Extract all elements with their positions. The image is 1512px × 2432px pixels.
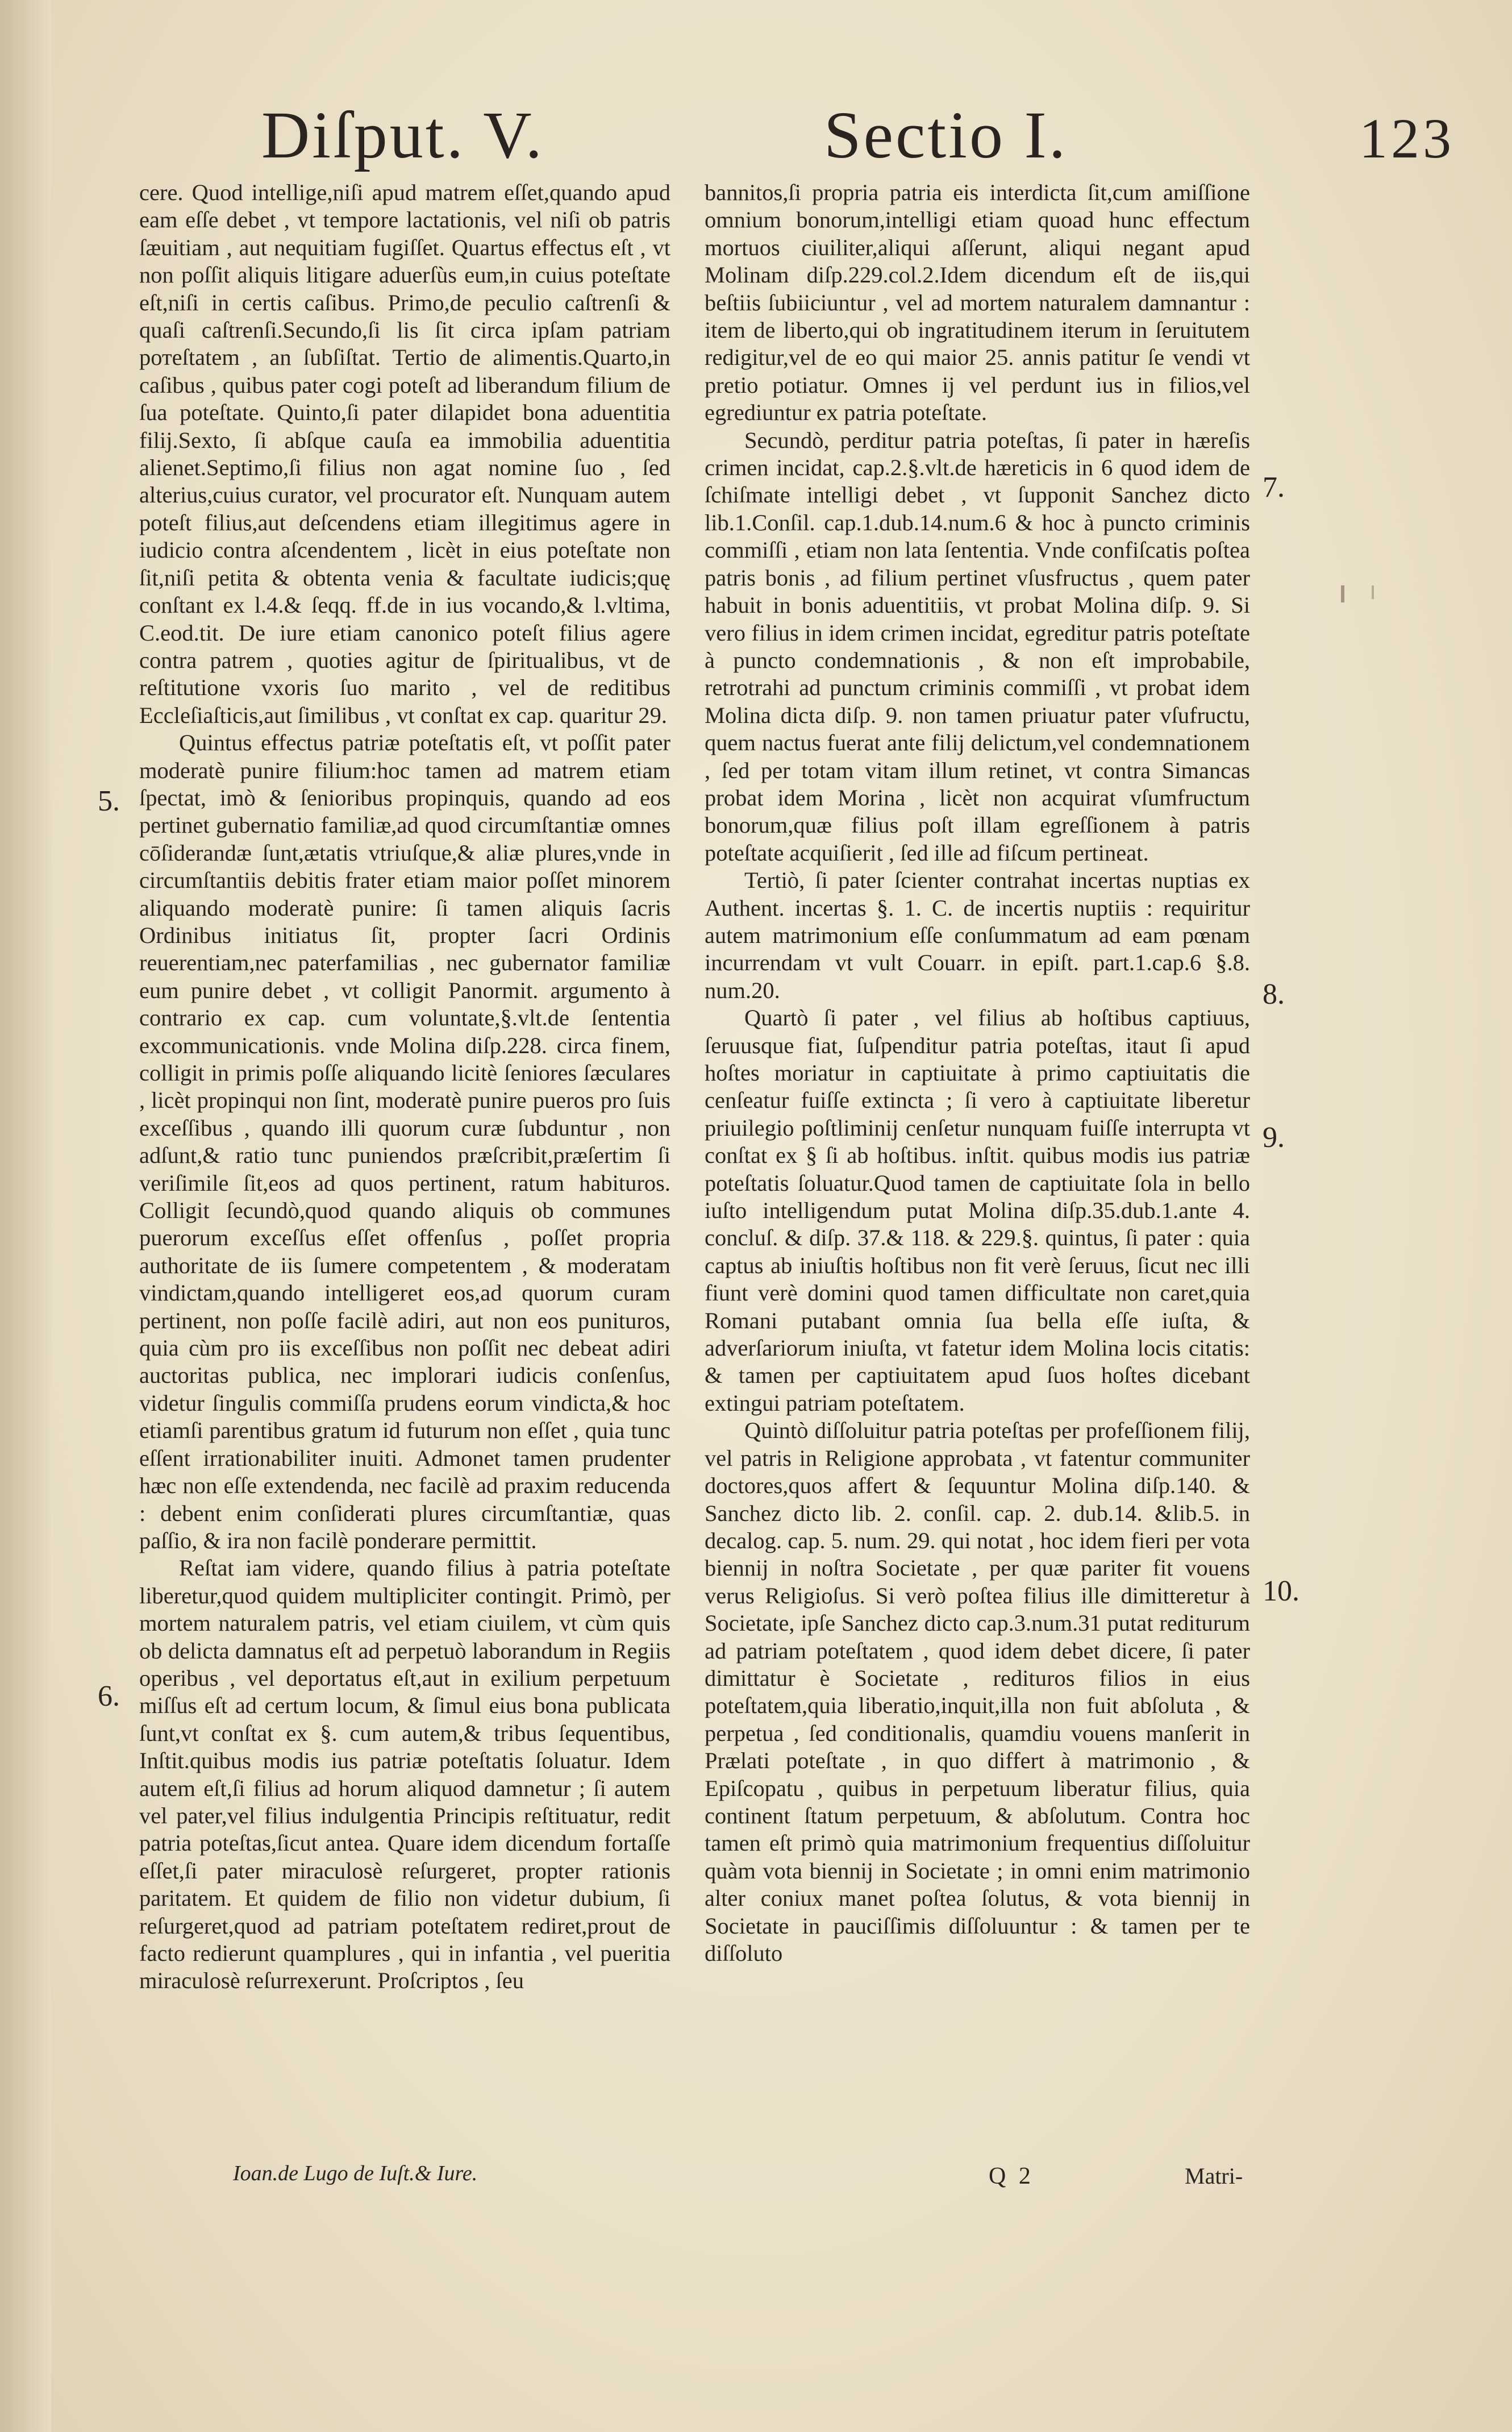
left-column <box>139 179 670 1995</box>
paragraph: bannitos,ſi propria patria eis interdicta ſit,cum amiſſione omnium bonorum,intelligi etiam quoad hunc effectum mortuos ciuiliter,aliqui aſſerunt, aliqui negant apud Molinam diſp.229.col.2.Idem dicendum eſt de iis,qui beſtiis ſubiiciuntur , vel ad mortem naturalem damnantur : item de liberto,qui ob ingratitudinem iterum in ſeruitutem redigitur,vel de eo qui maior 25. annis patitur ſe vendi vt pretio potiatur. Omnes ij vel perdunt ius in filios,vel egrediuntur ex patria poteſtate. <box>705 180 1250 426</box>
author-line: Ioan.de Lugo de Iuſt.& Iure. <box>233 2161 478 2185</box>
page-number: 123 <box>1359 107 1455 170</box>
paragraph: Quartò ſi pater , vel filius ab hoſtibus captiuus, ſeruusque fiat, ſuſpenditur patria poteſtas, itaut ſi apud hoſtes moriatur in captiuitate à primo captiuitatis die cenſeatur fuiſſe extincta ; ſi vero à captiuitate liberetur priuilegio poſtliminij cenſetur nunquam fuiſſe interrupta vt conſtat ex § ſi ab hoſtibus. inſtit. quibus modis ius patriæ poteſtatis ſoluatur.Quod tamen de captiuitate ſola in bello iuſto intelligendum putat Molina diſp.35.dub.1.ante 4. concluſ. & diſp. 37.& 118. & 229.§. quintus, ſi pater : quia captus ab iniuſtis hoſtibus non fit verè ſeruus, ſicut nec illi fiunt verè domini quod tamen difficultate non caret,quia Romani putabant omnia ſua bella eſſe iuſta, & adverſariorum iniuſta, vt fatetur idem Molina locis citatis: & tamen per captiuitatem apud ſuos hoſtes dicebant extingui patriam poteſtatem. <box>705 1005 1250 1416</box>
margin-number-10: 10. <box>1263 1575 1299 1607</box>
page-gutter <box>0 0 51 2432</box>
signature-mark: Q 2 <box>989 2163 1034 2189</box>
margin-number-5: 5. <box>98 785 120 817</box>
margin-number-9: 9. <box>1263 1121 1285 1154</box>
margin-number-7: 7. <box>1263 471 1285 504</box>
paragraph: Reſtat iam videre, quando filius à patria poteſtate liberetur,quod quidem multipliciter contingit. Primò, per mortem naturalem patris, vel etiam ciuilem, vt cùm quis ob delicta damnatus eſt ad perpetuò laborandum in Regiis operibus , vel deportatus eſt,aut in exilium perpetuum miſſus eſt ad certum locum, & ſimul eius bona publicata ſunt,vt conſtat ex §. cum autem,& tribus ſequentibus, Inſtit.quibus modis ius patriæ poteſtatis ſoluatur. Idem autem eſt,ſi filius ad horum aliquod damnetur ; ſi autem vel pater,vel filius indulgentia Principis reſtituatur, redit patria poteſtas,ſicut antea. Quare idem dicendum fortaſſe eſſet,ſi pater miraculosè reſurgeret, propter rationis paritatem. Et quidem de filio non videtur dubium, ſi reſurgeret,quod ad patriam poteſtatem rediret,prout de facto redierunt quamplures , qui in infantia , vel pueritia miraculosè reſurrexerunt. Proſcriptos , ſeu <box>139 1555 670 1994</box>
ink-mark <box>1372 585 1374 599</box>
ink-mark <box>1341 585 1344 602</box>
catchword: Matri- <box>1185 2163 1243 2189</box>
paragraph: Quintò diſſoluitur patria poteſtas per profeſſionem filij, vel patris in Religione approbata , vt fatentur communiter doctores,quos affert & ſequuntur Molina diſp.140. & Sanchez dicto lib. 2. conſil. cap. 2. dub.14. &lib.5. in decalog. cap. 5. num. 29. qui notat , hoc idem fieri per vota biennij in noſtra Societate , per quæ pariter fit vouens verus Religioſus. Si verò poſtea filius ille dimitteretur à Societate, ipſe Sanchez dicto cap.3.num.31 putat rediturum ad patriam poteſtatem , quod idem debet dicere, ſi pater dimittatur è Societate , redituros filios in eius poteſtatem,quia liberatio,inquit,illa non fuit abſoluta , & perpetua , ſed conditionalis, quamdiu vouens manſerit in Prælati poteſtate , in quo differt à matrimonio , & Epiſcopatu , quibus in perpetuum liberatur filius, quia continent ſtatum perpetuum, & abſolutum. Contra hoc tamen eſt primò quia matrimonium frequentius diſſoluitur quàm vota biennij in Societate ; in omni enim matrimonio alter coniux manet poſtea ſolutus, & vota biennij in Societate in pauciſſimis diſſoluuntur : & tamen per te diſſoluto <box>705 1417 1250 1966</box>
margin-number-6: 6. <box>98 1680 120 1712</box>
paragraph: Secundò, perditur patria poteſtas, ſi pater in hæreſis crimen incidat, cap.2.§.vlt.de hæreticis in 6 quod idem de ſchiſmate intelligi debet , vt ſupponit Sanchez dicto lib.1.Conſil. cap.1.dub.14.num.6 & hoc à puncto criminis commiſſi , etiam non lata ſententia. Vnde confiſcatis poſtea patris bonis , ad filium pertinet vſusfructus , quem pater habuit in bonis aduentitiis, vt probat Molina diſp. 9. Si vero filius in idem crimen incidat, egreditur patris poteſtate à puncto condemnationis , & non eſt improbabile, retrotrahi ad punctum criminis commiſſi , vt probat idem Molina dicta diſp. 9. non tamen priuatur pater vſufructu, quem nactus fuerat ante filij delictum,vel condemnationem , ſed per totam vitam illum retinet, vt contra Simancas probat idem Morina , licèt non acquirat vſumfructum bonorum,quæ filius poſt illam egreſſionem à patris poteſtate acquiſierit , ſed ille ad fiſcum pertineat. <box>705 427 1250 866</box>
header-section: Sectio I. <box>824 98 1068 172</box>
paragraph: Quintus effectus patriæ poteſtatis eſt, vt poſſit pater moderatè punire filium:hoc tamen ad matrem etiam ſpectat, imò & ſenioribus propinquis, quando ad eos pertinet gubernatio familiæ,ad quod circumſtantiæ omnes cōſiderandæ ſunt,ætatis vtriuſque,& aliæ plures,vnde in circumſtantiis debitis frater etiam maior poſſet minorem aliquando moderatè punire: ſi tamen aliquis ſacris Ordinibus initiatus ſit, propter ſacri Ordinis reuerentiam,nec paterfamilias , nec gubernator familiæ eum punire debet , vt colligit Panormit. argumento à contrario ex cap. cum voluntate,§.vlt.de ſententia excommunicationis. vnde Molina diſp.228. circa finem, colligit in primis poſſe aliquando licitè ſeniores ſæculares , licèt propinqui non ſint, moderatè punire pueros pro ſuis exceſſibus , quando illi quorum curæ ſubduntur , non adſunt,& ratio tunc puniendos præſcribit,præſertim ſi veriſimile ſit,eos ad quos pertinent, ratum habituros. Colligit ſecundò,quod quando aliquis ob communes puerorum exceſſus eſſet offenſus , poſſet propria authoritate de iis ſumere competentem , & moderatam vindictam,quando intelligeret eos,ad quorum curam pertinent, non poſſe facilè adiri, aut non eos punituros, quia cùm pro iis exceſſibus non poſſit nec debeat adiri auctoritas publica, nec implorari iudicis conſenſus, videtur ſingulis commiſſa prudens eorum vindicta,& hoc etiamſi parentibus gratum id futurum non eſſet , quia tunc eſſent irrationabiliter inuiti. Admonet tamen prudenter hæc non eſſe extendenda, nec facilè ad praxim reducenda : debent enim conſiderati plures circumſtantiæ, quas paſſio, & ira non facilè ponderare permittit. <box>139 730 670 1553</box>
header-disputation: Diſput. V. <box>261 98 544 172</box>
paragraph: Tertiò, ſi pater ſcienter contrahat incertas nuptias ex Authent. incertas §. 1. C. de incertis nuptiis : requiritur autem matrimonium eſſe conſummatum ad eam pœnam incurrendam vt vult Couarr. in epiſt. part.1.cap.6 §.8. num.20. <box>705 867 1250 1003</box>
paragraph: cere. Quod intellige,niſi apud matrem eſſet,quando apud eam eſſe debet , vt tempore lactationis, vel niſi ob patris ſæuitiam , aut nequitiam fugiſſet. Quartus effectus eſt , vt non poſſit aliquis litigare aduerſùs eum,in cuius poteſtate eſt,niſi in certis caſibus. Primo,de peculio caſtrenſi & quaſi caſtrenſi.Secundo,ſi lis ſit circa ipſam patriam ротеſtatem , an ſubſiſtat. Tertio de alimentis.Quarto,in caſibus , quibus pater cogi poteſt ad liberandum filium de ſua poteſtate. Quinto,ſi pater dilapidet bona aduentitia filij.Sexto, ſi abſque cauſa ea immobilia aduentitia alienet.Septimo,ſi filius non agat nomine ſuo , ſed alterius,cuius curator, vel procurator eſt. Nunquam autem poteſt filius,aut deſcendens etiam illegitimus agere in iudicio contra aſcendentem , licèt in eius poteſtate non ſit,niſi petita & obtenta venia & facultate iudicis;quę conſtant ex l.4.& ſeqq. ff.de in ius vocando,& l.vltima, C.eod.tit. De iure etiam canonico poteſt filius agere contra patrem , quoties agitur de ſpiritualibus, vt de reſtitutione vxoris ſuo marito , vel de reditibus Eccleſiaſticis,aut ſimilibus , vt conſtat ex cap. quaritur 29. <box>139 180 670 728</box>
margin-number-8: 8. <box>1263 978 1285 1011</box>
right-column <box>705 179 1250 1967</box>
